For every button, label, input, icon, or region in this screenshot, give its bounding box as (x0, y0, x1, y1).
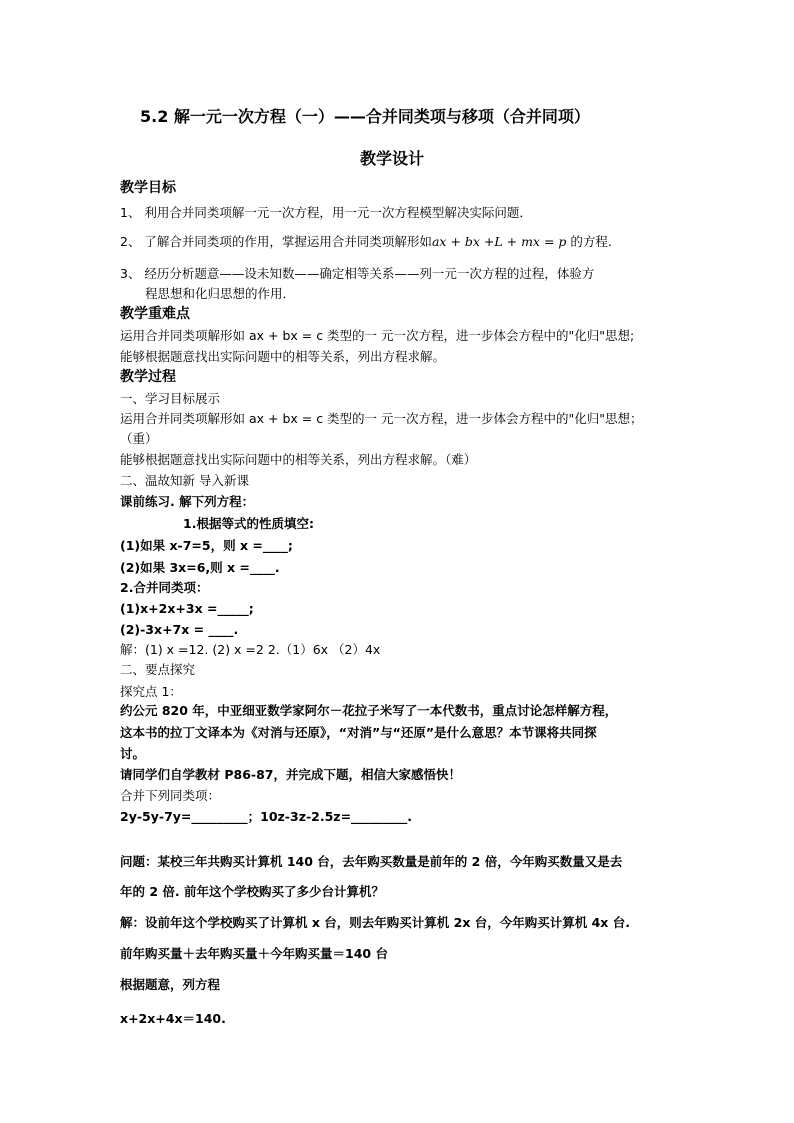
story-line-1: 约公元 820 年，中亚细亚数学家阿尔－花拉子米写了一本代数书，重点讨论怎样解方程， (120, 703, 618, 718)
document-title: 5.2 解一元一次方程（一）——合并同类项与移项（合并同项） (140, 107, 590, 126)
equation-line: x+2x+4x＝140. (120, 1011, 226, 1026)
keypoints-line-2: 能够根据题意找出实际问题中的相等关系，列出方程求解。 (120, 349, 446, 364)
section-1-line-1: 运用合并同类项解形如 ax + bx = c 类型的一 元一次方程，进一步体会方程中的"化归"思想； (120, 411, 643, 426)
keypoints-heading: 教学重难点 (120, 306, 190, 322)
combine-expression: 2y-5y-7y=_________；10z-3z-2.5z=_________. (120, 809, 413, 824)
objective-item-2-suffix: 的方程. (566, 234, 612, 249)
explore-point-1: 探究点 1： (120, 684, 182, 699)
question-1a: (1)如果 x-7=5，则 x =____; (120, 538, 293, 553)
question-1-heading: 1.根据等式的性质填空: (183, 516, 314, 531)
objective-item-3-line-2: 程思想和化归思想的作用． (145, 286, 296, 301)
objective-item-2-prefix: 2、 了解合并同类项的作用，掌握运用合并同类项解形如 (120, 234, 432, 249)
keypoints-line-1: 运用合并同类项解形如 ax + bx = c 类型的一 元一次方程，进一步体会方程中的"化归"思想; (120, 328, 635, 343)
relation-line: 前年购买量＋去年购买量＋今年购买量＝140 台 (120, 946, 388, 961)
question-1b: (2)如果 3x=6,则 x =____. (120, 560, 280, 575)
story-line-3: 讨。 (120, 746, 146, 761)
section-1-line-3: 能够根据题意找出实际问题中的相等关系，列出方程求解。（难） (120, 452, 477, 467)
objectives-heading: 教学目标 (120, 180, 176, 196)
solution-line: 解：设前年这个学校购买了计算机 x 台，则去年购买计算机 2x 台，今年购买计算机 4x 台. (120, 915, 630, 930)
section-2-heading: 二、温故知新 导入新课 (120, 473, 249, 488)
answer-line: 解：(1) x =12. (2) x =2 2.（1）6x （2）4x (120, 642, 381, 657)
section-3-heading: 二、要点探究 (120, 662, 196, 677)
objective-item-1: 1、 利用合并同类项解一元一次方程，用一元一次方程模型解决实际问题． (120, 205, 532, 220)
objective-item-3-line-1: 3、 经历分析题意——设未知数——确定相等关系——列一元一次方程的过程，体验方 (120, 266, 595, 281)
process-heading: 教学过程 (120, 369, 176, 385)
read-textbook-line: 请同学们自学教材 P86-87，并完成下题，相信大家感悟快！ (120, 767, 461, 782)
question-2-heading: 2.合并同类项： (120, 580, 209, 595)
document-subtitle: 教学设计 (360, 149, 425, 168)
question-2a: (1)x+2x+3x =_____; (120, 601, 254, 616)
problem-line-2: 年的 2 倍. 前年这个学校购买了多少台计算机？ (120, 884, 385, 899)
question-2b: (2)-3x+7x = ____. (120, 622, 239, 637)
objective-item-2 (120, 233, 612, 250)
story-line-2: 这本书的拉丁文译本为《对消与还原》，“对消”与“还原”是什么意思？本节课将共同探 (120, 725, 597, 740)
objective-item-2-formula: ax + bx +L + mx = p (431, 234, 567, 249)
pre-practice-heading: 课前练习. 解下列方程： (120, 494, 255, 509)
combine-heading: 合并下列同类项： (120, 788, 221, 803)
section-1-heading: 一、学习目标展示 (120, 391, 221, 406)
section-1-line-2: （重） (120, 431, 158, 446)
problem-line-1: 问题：某校三年共购买计算机 140 台，去年购买数量是前年的 2 倍，今年购买数量又是去 (120, 854, 623, 869)
according-line: 根据题意，列方程 (120, 977, 221, 992)
